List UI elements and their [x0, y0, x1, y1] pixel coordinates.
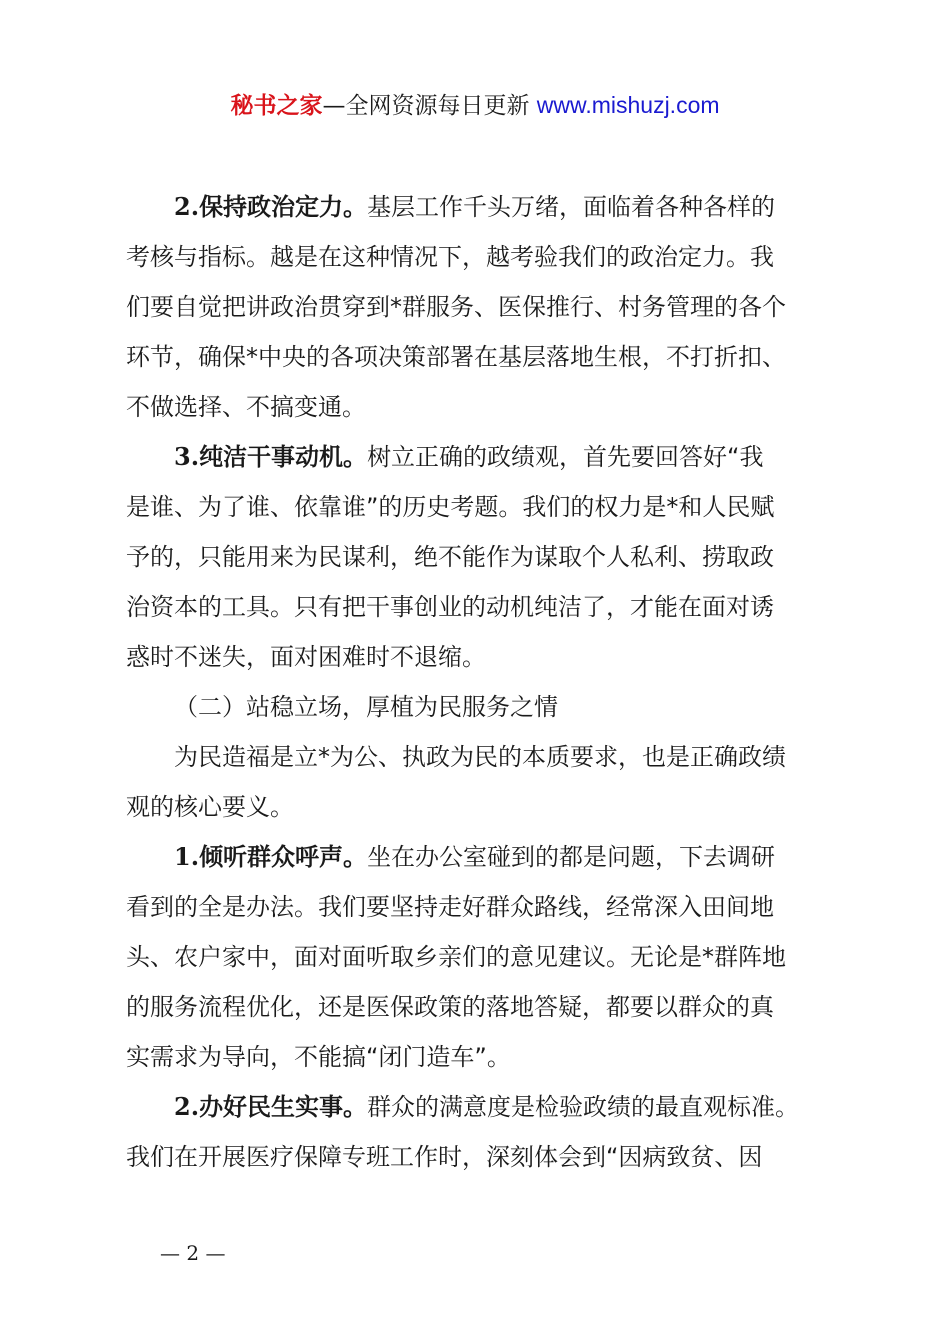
- paragraph-line: 考核与指标。越是在这种情况下，越考验我们的政治定力。我: [126, 243, 774, 271]
- paragraph-text: 基层工作千头万绪，面临着各种各样的: [367, 193, 776, 221]
- paragraph-first-line: [126, 182, 834, 232]
- site-header: [0, 88, 950, 123]
- paragraph-first-line: [126, 832, 834, 882]
- item-heading: 倾听群众呼声。: [199, 843, 368, 871]
- item-number: 3.: [174, 442, 200, 471]
- item-heading: 办好民生实事。: [199, 1093, 368, 1121]
- item-number: 2.: [174, 1092, 200, 1121]
- paragraph-line: 不做选择、不搞变通。: [126, 393, 366, 421]
- paragraph-first-line: [126, 1082, 834, 1132]
- item-number: 1.: [174, 842, 200, 871]
- paragraph-text: 坐在办公室碰到的都是问题，下去调研: [367, 843, 776, 871]
- page-number: — 2 —: [160, 1241, 226, 1265]
- section-subheading: （二）站稳立场，厚植为民服务之情: [174, 693, 558, 721]
- paragraph-line: 是谁、为了谁、依靠谁”的历史考题。我们的权力是*和人民赋: [126, 493, 775, 521]
- item-heading: 保持政治定力。: [199, 193, 368, 221]
- paragraph-first-line: [126, 432, 834, 482]
- site-url[interactable]: www.mishuzj.com: [536, 92, 720, 118]
- paragraph-line: 治资本的工具。只有把干事创业的动机纯洁了，才能在面对诱: [126, 593, 774, 621]
- paragraph-line: 看到的全是办法。我们要坚持走好群众路线，经常深入田间地: [126, 893, 774, 921]
- paragraph-text: 群众的满意度是检验政绩的最直观标准。: [367, 1093, 800, 1121]
- paragraph-line: 惑时不迷失，面对困难时不退缩。: [126, 643, 486, 671]
- paragraph-line: 环节，确保*中央的各项决策部署在基层落地生根，不打折扣、: [126, 343, 786, 371]
- paragraph-first-line: 为民造福是立*为公、执政为民的本质要求，也是正确政绩: [174, 743, 786, 771]
- item-number: 2.: [174, 192, 200, 221]
- paragraph-line: 我们在开展医疗保障专班工作时，深刻体会到“因病致贫、因: [126, 1143, 763, 1171]
- brand-name: 秘书之家: [230, 93, 323, 119]
- paragraph-line: 的服务流程优化，还是医保政策的落地答疑，都要以群众的真: [126, 993, 774, 1021]
- paragraph-line: 予的，只能用来为民谋利，绝不能作为谋取个人私利、捞取政: [126, 543, 774, 571]
- paragraph-line: 观的核心要义。: [126, 793, 294, 821]
- paragraph-line: 们要自觉把讲政治贯穿到*群服务、医保推行、村务管理的各个: [126, 293, 786, 321]
- item-heading: 纯洁干事动机。: [199, 443, 368, 471]
- document-body: [126, 182, 834, 1182]
- paragraph-text: 树立正确的政绩观，首先要回答好“我: [367, 443, 764, 471]
- paragraph-line: 实需求为导向，不能搞“闭门造车”。: [126, 1043, 511, 1071]
- header-tagline: —全网资源每日更新: [322, 93, 537, 119]
- paragraph-line: 头、农户家中，面对面听取乡亲们的意见建议。无论是*群阵地: [126, 943, 786, 971]
